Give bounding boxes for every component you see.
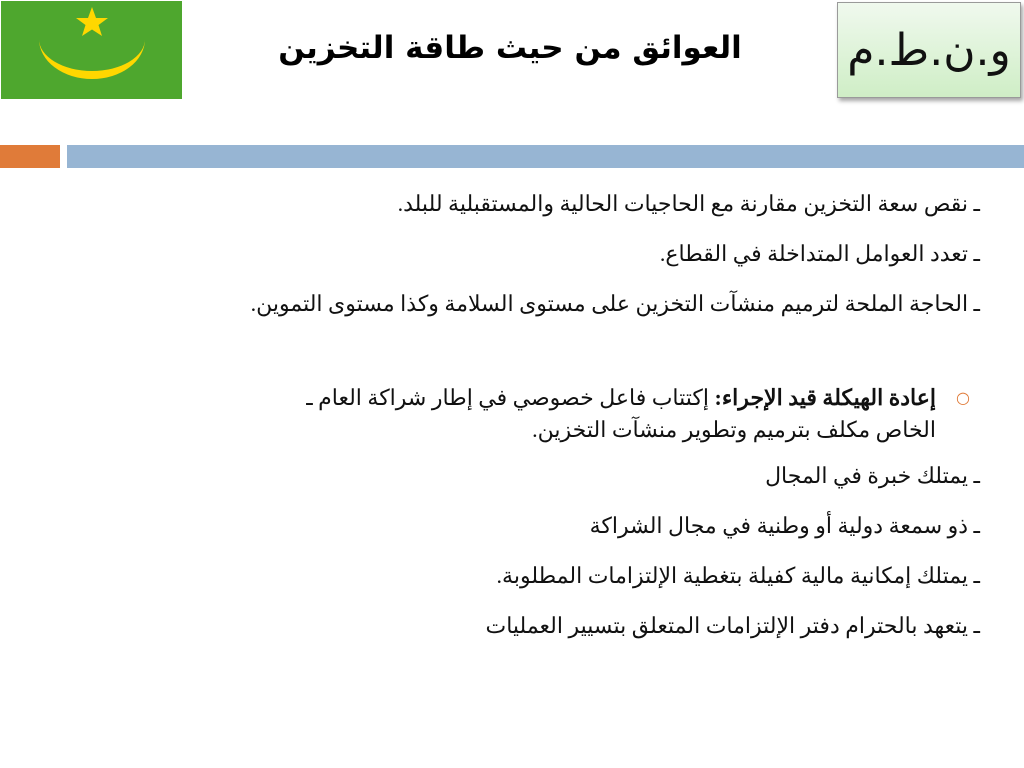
mauritania-flag <box>1 1 182 99</box>
constraint-item: ـ الحاجة الملحة لترميم منشآت التخزين على مستوى السلامة وكذا مستوى التموين. <box>250 291 980 316</box>
bullet-circle-icon: ○ <box>956 388 970 407</box>
organization-logo <box>837 2 1021 98</box>
requirement-item: ـ يمتلك خبرة في المجال <box>765 463 980 488</box>
requirement-item: ـ ذو سمعة دولية أو وطنية في مجال الشراكة <box>589 513 980 538</box>
restructuring-line-1 <box>136 382 936 414</box>
requirement-item: ـ يتعهد بالحترام دفتر الإلتزامات المتعلق بتسيير العمليات <box>485 613 980 638</box>
header-divider-blue <box>67 145 1024 168</box>
restructuring-text-1: إكتتاب فاعل خصوصي في إطار شراكة العام ـ <box>306 385 715 410</box>
spacer <box>80 338 980 382</box>
slide-body <box>80 188 980 660</box>
header-divider-orange <box>0 145 60 168</box>
slide-title: العوائق من حيث طاقة التخزين <box>278 30 742 66</box>
requirement-item: ـ يمتلك إمكانية مالية كفيلة بتغطية الإلتزامات المطلوبة. <box>496 563 980 588</box>
constraint-item: ـ تعدد العوامل المتداخلة في القطاع. <box>659 241 980 266</box>
restructuring-label: إعادة الهيكلة قيد الإجراء: <box>714 385 936 410</box>
logo-text: و.ن.ط.م <box>847 24 1011 76</box>
constraint-item: ـ نقص سعة التخزين مقارنة مع الحاجيات الحالية والمستقبلية للبلد. <box>397 191 980 216</box>
restructuring-text-2: الخاص مكلف بترميم وتطوير منشآت التخزين. <box>532 417 936 442</box>
flag-graphic <box>1 1 182 99</box>
restructuring-paragraph <box>136 382 980 446</box>
